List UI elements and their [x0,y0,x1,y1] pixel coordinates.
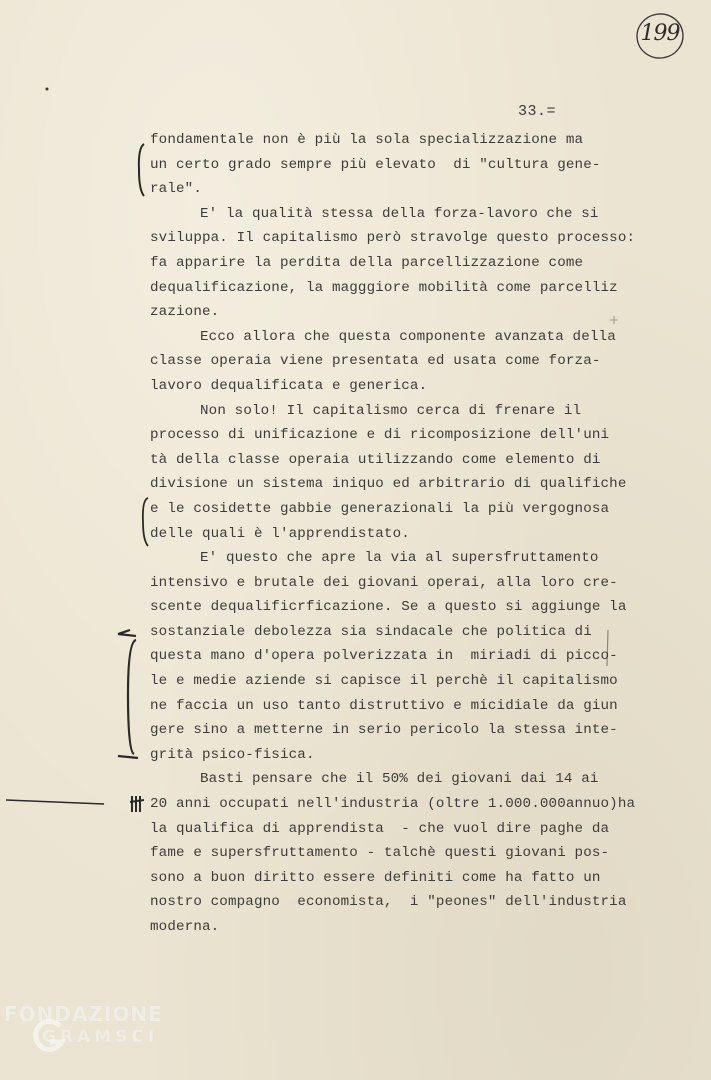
archive-number-text: 199 [640,21,680,46]
text-line: classe operaia viene presentata ed usata come forza- [150,353,601,370]
text-line: un certo grado sempre più elevato di "cultura gene- [150,156,601,173]
watermark-g-icon [28,1016,68,1056]
text-line: rale". [150,181,202,198]
text-line: lavoro dequalificata e generica. [150,377,428,394]
text-line: delle quali è l'apprendistato. [150,525,410,542]
text-line: E' questo che apre la via al supersfruttamento [200,550,599,567]
text-line: dequalificazione, la magggiore mobilità come parcelliz [150,279,618,296]
typed-body-text [150,128,636,940]
text-line: tà della classe operaia utilizzando come elemento di [150,451,601,468]
page-number: 33.= [518,103,557,120]
text-line: Non solo! Il capitalismo cerca di frenare il [200,402,582,419]
text-line: scente dequalificrficazione. Se a questo si aggiunge la [150,599,627,616]
text-line: Ecco allora che questa componente avanzata della [200,328,616,345]
text-line: sono a buon diritto essere definiti come ha fatto un [150,869,601,886]
text-line: divisione un sistema iniquo ed arbitrario di qualifiche [150,476,627,493]
text-line: fa apparire la perdita della parcellizzazione come [150,254,584,271]
ink-dot [44,86,50,92]
archive-page-number-stamp [634,9,686,61]
watermark-logo [4,1002,184,1048]
text-line: 20 anni occupati nell'industria (oltre 1.000.000annuo)ha [150,796,636,813]
text-line: ne faccia un uso tanto distruttivo e micidiale da giun [150,697,618,714]
text-line: processo di unificazione e di ricomposizione dell'uni [150,427,610,444]
text-line: grità psico-fisica. [150,746,315,763]
text-line: Basti pensare che il 50% dei giovani dai 14 ai [200,771,599,788]
text-line: E' la qualità stessa della forza-lavoro che si [200,205,599,222]
watermark-line-2: GRAMSCI [42,1027,159,1047]
text-line: moderna. [150,919,220,935]
text-line: nostro compagno economista, i "peones" dell'industria [150,894,627,911]
text-line: gere sino a metterne in serio pericolo la stessa inte- [150,722,618,739]
text-line: fondamentale non è più la sola specializzazione ma [150,132,584,148]
text-line: intensivo e brutale dei giovani operai, alla loro cre- [150,574,618,591]
margin-line-mark [4,794,154,814]
text-line: le e medie aziende si capisce il perchè il capitalismo [150,673,618,690]
text-line: zazione. [150,304,220,321]
margin-bracket-mark [112,624,148,764]
watermark-line-1: FONDAZIONE [4,1002,163,1026]
text-line: fame e supersfruttamento - talchè questi giovani pos- [150,845,610,862]
text-line: sostanziale debolezza sia sindacale che politica di [150,623,592,640]
margin-bracket-mark [134,140,150,200]
text-line: la qualifica di apprendista - che vuol dire paghe da [150,820,610,837]
text-line: questa mano d'opera polverizzata in miriadi di picco- [150,648,618,665]
text-line: e le cosidette gabbie generazionali la più vergognosa [150,500,610,517]
text-line: sviluppa. Il capitalismo però stravolge questo processo: [150,230,636,247]
